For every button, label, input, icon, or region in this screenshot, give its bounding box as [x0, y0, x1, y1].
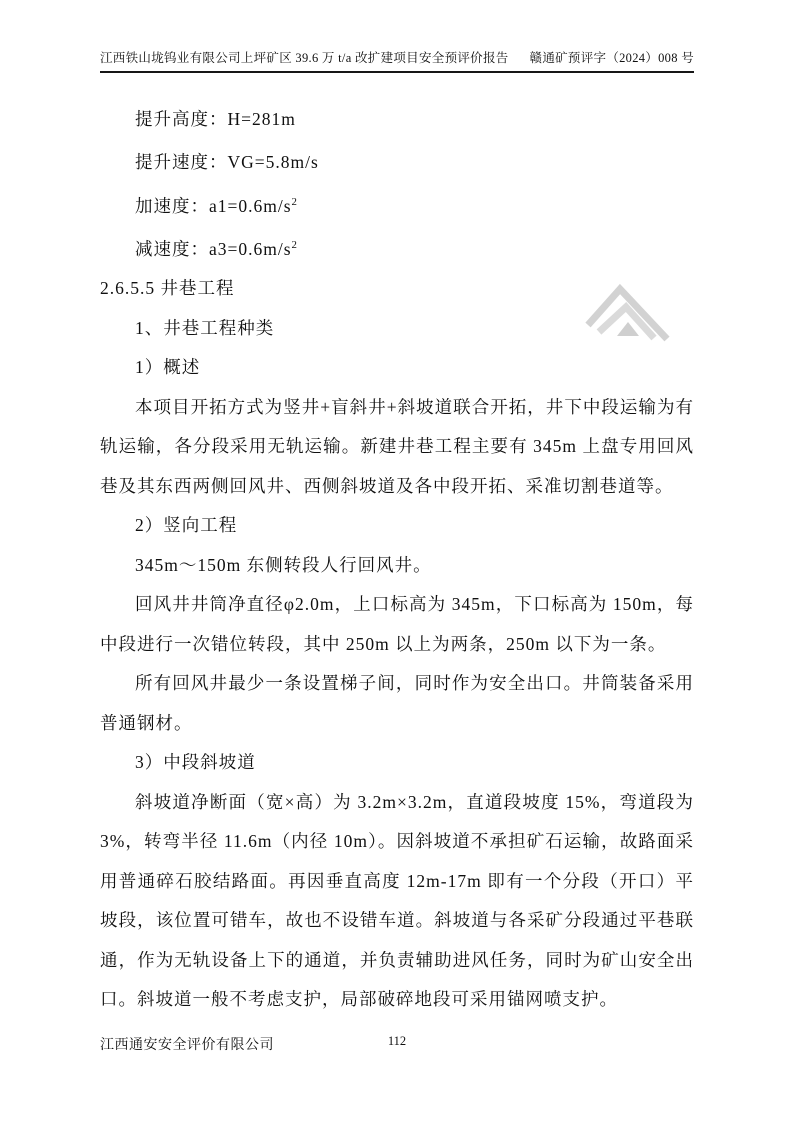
list-item-2-vertical-label: 2）竖向工程 — [135, 515, 238, 536]
spec-label: 提升高度： — [135, 108, 228, 129]
spec-hoist-height — [100, 96, 694, 139]
spec-value: a1=0.6m/s — [209, 195, 292, 216]
spec-label: 减速度： — [135, 238, 209, 259]
page-footer — [100, 1032, 694, 1062]
document-body — [100, 96, 694, 1020]
spec-superscript: 2 — [291, 195, 297, 208]
spec-label: 加速度： — [135, 195, 209, 216]
list-item-1-overview-label: 1）概述 — [135, 357, 201, 378]
section-heading: 2.6.5.5 井巷工程 — [100, 278, 235, 299]
spec-acceleration — [100, 183, 694, 226]
spec-hoist-speed — [100, 139, 694, 182]
footer-page-number: 112 — [387, 1034, 407, 1048]
header-document-number: 赣通矿预评字（2024）008 号 — [529, 51, 694, 65]
spec-superscript: 2 — [291, 238, 297, 251]
paragraph-vertical-safety: 所有回风井最少一条设置梯子间，同时作为安全出口。井筒装备采用普通钢材。 — [100, 673, 694, 733]
page-header — [100, 48, 694, 73]
section-subheading: 1、井巷工程种类 — [135, 317, 275, 338]
spec-value: VG=5.8m/s — [227, 152, 319, 173]
spec-value: a3=0.6m/s — [209, 238, 292, 259]
list-item-3-ramp-label: 3）中段斜坡道 — [135, 752, 256, 773]
spec-value: H=281m — [227, 108, 296, 129]
header-report-title: 江西铁山垅钨业有限公司上坪矿区 39.6 万 t/a 改扩建项目安全预评价报告 — [100, 51, 509, 65]
paragraph-overview: 本项目开拓方式为竖井+盲斜井+斜坡道联合开拓，井下中段运输为有轨运输，各分段采用无轨运输。新建井巷工程主要有 345m 上盘专用回风巷及其东西两侧回风井、西侧斜坡道及各中段开拓、采准切割巷道等。 — [100, 396, 694, 496]
footer-company-name: 江西通安安全评价有限公司 — [100, 1038, 274, 1053]
paragraph-ramp: 斜坡道净断面（宽×高）为 3.2m×3.2m，直道段坡度 15%，弯道段为 3%，转弯半径 11.6m（内径 10m）。因斜坡道不承担矿石运输，故路面采用普通碎石胶结路面。再因垂直高度 12m-17m 即有一个分段（开口）平坡段，该位置可错车，故也不设错车道。斜坡道与各采矿分段通过平巷联通，作为无轨设备上下的通道，并负责辅助进风任务，同时为矿山安全出口。斜坡道一般不考虑支护，局部破碎地段可采用锚网喷支护。 — [100, 791, 694, 1010]
spec-deceleration — [100, 226, 694, 269]
spec-label: 提升速度： — [135, 152, 228, 173]
paragraph-vertical-intro: 345m～150m 东侧转段人行回风井。 — [135, 554, 432, 575]
paragraph-vertical-detail: 回风井井筒净直径φ2.0m，上口标高为 345m，下口标高为 150m，每中段进行一次错位转段，其中 250m 以上为两条，250m 以下为一条。 — [100, 594, 694, 654]
